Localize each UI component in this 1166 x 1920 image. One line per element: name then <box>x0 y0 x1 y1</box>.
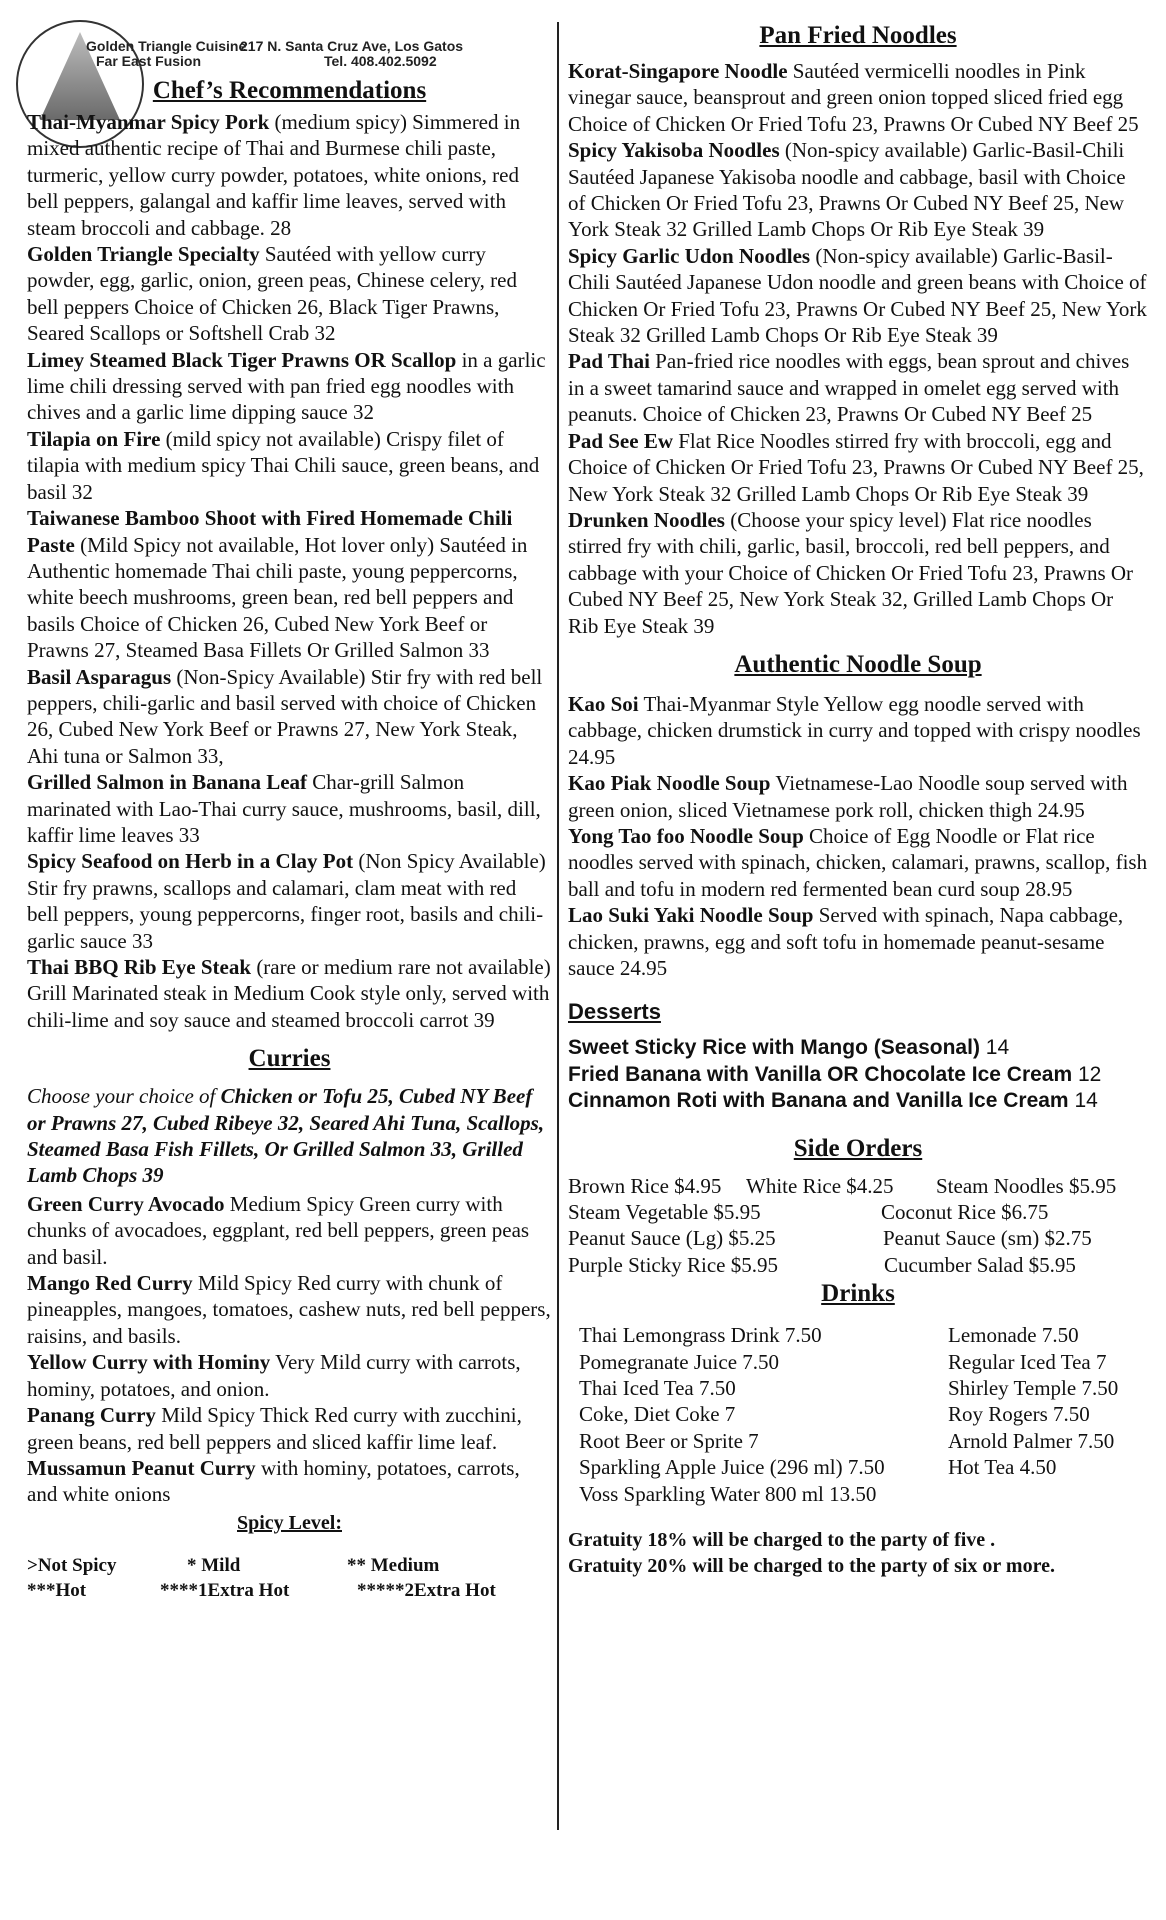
drinks-title: Drinks <box>821 1280 895 1308</box>
chefs-item-name: Thai-Myanmar Spicy Pork <box>27 110 270 134</box>
soup-item-description: Thai-Myanmar Style Yellow egg noodle served with cabbage, chicken drumstick in curry and topped with crispy noodles 24.95 <box>568 691 1141 769</box>
soup-item-description: Choice of Egg Noodle or Flat rice noodles served with spinach, chicken, calamari, prawns, scallop, fish ball and tofu in modern red fermented bean curd soup 28.95 <box>568 823 1148 901</box>
drink-item: Shirley Temple 7.50 <box>948 1376 1119 1401</box>
soup-list <box>568 691 1148 981</box>
right-column <box>568 0 1148 1579</box>
curry-item-description: Mild Spicy Thick Red curry with zucchini, green beans, red bell peppers and sliced kaffir lime leaf. <box>27 1403 522 1454</box>
spicy-level: ** Medium <box>347 1554 440 1576</box>
soup-item <box>568 823 1148 902</box>
noodle-item-name: Spicy Yakisoba Noodles <box>568 138 780 163</box>
gratuity-notes <box>568 1527 1148 1579</box>
drinks-left-list <box>579 1322 948 1507</box>
noodle-item <box>568 348 1148 427</box>
curry-item <box>27 1349 552 1402</box>
chefs-item <box>27 109 552 241</box>
desserts-title: Desserts <box>568 999 661 1025</box>
noodle-item-name: Pad See Ew <box>568 428 673 453</box>
noodle-item <box>568 507 1148 639</box>
drink-item: Lemonade 7.50 <box>948 1323 1079 1348</box>
drink-item: Voss Sparkling Water 800 ml 13.50 <box>579 1481 877 1506</box>
side-item: Cucumber Salad $5.95 <box>884 1252 1076 1277</box>
chefs-item <box>27 241 552 347</box>
curry-item-name: Mango Red Curry <box>27 1271 193 1296</box>
chefs-item-name: Grilled Salmon in Banana Leaf <box>27 770 308 795</box>
drink-item: Hot Tea 4.50 <box>948 1455 1057 1480</box>
column-divider <box>557 22 559 1830</box>
chefs-item <box>27 347 552 426</box>
curry-item <box>27 1270 552 1349</box>
curry-item-description: Medium Spicy Green curry with chunks of avocadoes, eggplant, red bell peppers, green peas and basil. <box>27 1191 530 1269</box>
spicy-level: *****2Extra Hot <box>357 1579 496 1601</box>
side-item: Coconut Rice $6.75 <box>881 1200 1049 1225</box>
dessert-item <box>568 1035 1148 1061</box>
chefs-item-name: Basil Asparagus <box>27 664 172 689</box>
soup-item-name: Lao Suki Yaki Noodle Soup <box>568 903 814 928</box>
restaurant-name: Golden Triangle Cuisine <box>86 38 247 54</box>
drink-item: Regular Iced Tea 7 <box>948 1349 1107 1374</box>
spicy-level: >Not Spicy <box>27 1554 117 1576</box>
drink-item: Thai Iced Tea 7.50 <box>579 1376 736 1401</box>
curry-item-name: Panang Curry <box>27 1403 156 1428</box>
curry-item-name: Mussamun Peanut Curry <box>27 1455 256 1480</box>
drink-item: Arnold Palmer 7.50 <box>948 1428 1115 1453</box>
chefs-item-description: (rare or medium rare not available) Grill Marinated steak in Medium Cook style only, served with chili-lime and soy sauce and steamed broccoli carrot 39 <box>27 955 551 1032</box>
soup-item-description: Vietnamese-Lao Noodle soup served with green onion, sliced Vietnamese pork roll, chicken thigh 24.95 <box>568 771 1128 822</box>
chefs-item-name: Taiwanese Bamboo Shoot with Fired Homemade Chili Paste <box>27 506 513 557</box>
soup-item <box>568 770 1148 823</box>
desserts-list <box>568 1035 1148 1114</box>
noodle-item <box>568 428 1148 507</box>
drink-item: Sparkling Apple Juice (296 ml) 7.50 <box>579 1455 885 1480</box>
curry-item-name: Green Curry Avocado <box>27 1191 225 1216</box>
chefs-item-description: (mild spicy not available) Crispy filet of tilapia with medium spicy Thai Chili sauce, green beans, and basil 32 <box>27 426 540 504</box>
dessert-item <box>568 1088 1148 1114</box>
chefs-item-description: Sautéed with yellow curry powder, egg, garlic, onion, green peas, Chinese celery, red bell peppers Choice of Chicken 26, Black Tiger Prawns, Seared Scallops or Softshell Crab 32 <box>27 242 517 346</box>
noodle-item-description: (Non-spicy available) Garlic-Basil-Chili Sautéed Japanese Yakisoba noodle and cabbage, basil with Choice of Chicken Or Fried Tofu 23, Prawns Or Cubed NY Beef 25, New York Steak 32 Grilled Lamb Chops Or Rib Eye Steak 39 <box>568 138 1126 242</box>
side-item: White Rice $4.25 <box>746 1173 894 1198</box>
dessert-item-name: Cinnamon Roti with Banana and Vanilla Ice Cream <box>568 1089 1069 1113</box>
curries-list <box>27 1191 552 1508</box>
spicy-level-title: Spicy Level: <box>237 1511 342 1534</box>
chefs-item-name: Thai BBQ Rib Eye Steak <box>27 955 252 979</box>
soup-item <box>568 902 1148 981</box>
side-row <box>568 1252 1148 1278</box>
chefs-item <box>27 769 552 848</box>
side-row <box>568 1225 1148 1251</box>
spicy-row-2 <box>27 1578 552 1603</box>
drink-item: Coke, Diet Coke 7 <box>579 1402 736 1427</box>
chefs-item-description: (Non-Spicy Available) Stir fry with red bell peppers, chili-garlic and basil served with choice of Chicken 26, Cubed New York Beef or Prawns 27, New York Steak, Ahi tuna or Salmon 33, <box>27 664 543 768</box>
spicy-row-1 <box>27 1553 552 1578</box>
spicy-level: * Mild <box>187 1554 241 1576</box>
curry-item-description: with hominy, potatoes, carrots, and white onions <box>27 1455 520 1507</box>
drink-item: Roy Rogers 7.50 <box>948 1402 1090 1427</box>
restaurant-tagline: Far East Fusion <box>96 53 202 69</box>
side-orders-title: Side Orders <box>793 1134 923 1162</box>
drink-item: Root Beer or Sprite 7 <box>579 1428 759 1453</box>
left-column <box>27 0 552 1603</box>
dessert-item-description: 12 <box>1072 1062 1102 1086</box>
side-item: Peanut Sauce (Lg) $5.25 <box>568 1226 776 1251</box>
chefs-item <box>27 426 552 505</box>
dessert-item-description: 14 <box>1068 1089 1098 1113</box>
curry-item <box>27 1402 552 1455</box>
noodle-item-description: (Choose your spicy level) Flat rice noodles stirred fry with chili, garlic, basil, broccoli, red bell peppers, and cabbage with your Choice of Chicken Or Fried Tofu 23, Prawns Or Cubed NY Beef 25, New York Steak 32, Grilled Lamb Chops Or Rib Eye Steak 39 <box>568 507 1134 638</box>
dessert-item-description: 14 <box>979 1036 1010 1060</box>
chefs-item <box>27 848 552 954</box>
side-item: Brown Rice $4.95 <box>568 1173 722 1198</box>
chefs-list <box>27 109 552 1033</box>
pan-fried-noodles-title: Pan Fried Noodles <box>759 22 957 49</box>
noodle-item <box>568 58 1148 137</box>
gratuity-note: Gratuity 18% will be charged to the party of five . <box>568 1529 996 1552</box>
noodles-list <box>568 58 1148 639</box>
curry-item-description: Mild Spicy Red curry with chunk of pineapples, mangoes, tomatoes, cashew nuts, red bell peppers, raisins, and basils. <box>27 1271 551 1348</box>
chefs-item <box>27 664 552 770</box>
restaurant-address: 217 N. Santa Cruz Ave, Los Gatos <box>240 38 464 54</box>
curry-item-description: Very Mild curry with carrots, hominy, potatoes, and onion. <box>27 1350 521 1401</box>
noodle-item <box>568 137 1148 243</box>
soup-item <box>568 691 1148 770</box>
chefs-item-name: Tilapia on Fire <box>27 426 161 451</box>
noodle-item <box>568 243 1148 349</box>
noodle-item-description: Flat Rice Noodles stirred fry with broccoli, egg and Choice of Chicken Or Fried Tofu 23, Prawns Or Cubed NY Beef 25, New York Steak 32 Grilled Lamb Chops Or Rib Eye Steak 39 <box>568 428 1144 506</box>
chefs-item-name: Spicy Seafood on Herb in a Clay Pot <box>27 849 354 874</box>
side-item: Purple Sticky Rice $5.95 <box>568 1252 778 1277</box>
spicy-level: ***Hot <box>27 1579 87 1601</box>
noodle-item-description: Pan-fried rice noodles with eggs, bean sprout and chives in a sweet tamarind sauce and wrapped in omelet egg served with peanuts. Choice of Chicken 23, Prawns Or Cubed NY Beef 25 <box>568 349 1130 427</box>
gratuity-note: Gratuity 20% will be charged to the party of six or more. <box>568 1555 1055 1578</box>
side-row <box>568 1199 1148 1225</box>
chefs-item-name: Limey Steamed Black Tiger Prawns OR Scallop <box>27 347 457 372</box>
noodle-soup-title: Authentic Noodle Soup <box>734 650 982 678</box>
drink-item: Pomegranate Juice 7.50 <box>579 1349 780 1374</box>
chefs-item-description: (Mild Spicy not available, Hot lover only) Sautéed in Authentic homemade Thai chili paste, young peppercorns, white beech mushrooms, green bean, red bell peppers and basils Choice of Chicken 26, Cubed New York Beef or Prawns 27, Steamed Basa Fillets Or Grilled Salmon 33 <box>27 532 528 663</box>
soup-item-name: Kao Soi <box>568 691 639 716</box>
noodle-item-description: (Non-spicy available) Garlic-Basil-Chili Sautéed Japanese Udon noodle and green beans with Choice of Chicken Or Fried Tofu 23, Prawns Or Cubed NY Beef 25, New York Steak 32 Grilled Lamb Chops Or Rib Eye Steak 39 <box>568 243 1147 348</box>
chefs-item <box>27 954 552 1033</box>
chefs-item-description: Char-grill Salmon marinated with Lao-Thai curry sauce, mushrooms, basil, dill, kaffir lime leaves 33 <box>27 770 541 847</box>
chefs-item-name: Golden Triangle Specialty <box>27 242 260 267</box>
side-item: Steam Noodles $5.95 <box>936 1173 1117 1198</box>
side-row <box>568 1173 1148 1199</box>
chefs-item-description: (medium spicy) Simmered in mixed authentic recipe of Thai and Burmese chili paste, turmeric, yellow curry powder, potatoes, white onions, red bell peppers, galangal and kaffir lime leaves, served with steam broccoli and cabbage. 28 <box>27 110 521 240</box>
noodle-item-name: Pad Thai <box>568 349 650 374</box>
restaurant-phone: Tel. 408.402.5092 <box>324 53 437 69</box>
noodle-item-description: Sautéed vermicelli noodles in Pink vinegar sauce, beansprout and green onion topped sliced fried egg Choice of Chicken Or Fried Tofu 23, Prawns Or Cubed NY Beef 25 <box>568 59 1139 136</box>
drinks-right-list <box>948 1322 1118 1507</box>
noodle-item-name: Spicy Garlic Udon Noodles <box>568 243 811 268</box>
curries-intro: Choose your choice of Chicken or Tofu 25, Cubed NY Beef or Prawns 27, Cubed Ribeye 32, Seared Ahi Tuna, Scallops, Steamed Basa Fish Fillets, Or Grilled Salmon 33, Grilled Lamb Chops 39 <box>27 1084 545 1188</box>
drink-item: Thai Lemongrass Drink 7.50 <box>579 1323 822 1348</box>
dessert-item-name: Fried Banana with Vanilla OR Chocolate Ice Cream <box>568 1062 1073 1086</box>
dessert-item <box>568 1062 1148 1088</box>
curry-item <box>27 1191 552 1270</box>
soup-item-name: Kao Piak Noodle Soup <box>568 771 771 796</box>
side-item: Steam Vegetable $5.95 <box>568 1200 761 1225</box>
dessert-item-name: Sweet Sticky Rice with Mango (Seasonal) <box>568 1036 980 1060</box>
noodle-item-name: Korat-Singapore Noodle <box>568 59 788 83</box>
soup-item-name: Yong Tao foo Noodle Soup <box>568 823 804 848</box>
soup-item-description: Served with spinach, Napa cabbage, chicken, prawns, egg and soft tofu in homemade peanut-sesame sauce 24.95 <box>568 903 1124 980</box>
curry-item <box>27 1455 552 1508</box>
chefs-item <box>27 505 552 663</box>
noodle-item-name: Drunken Noodles <box>568 507 725 532</box>
curries-title: Curries <box>248 1045 331 1073</box>
chefs-recommendations-title: Chef’s Recommendations <box>152 77 427 104</box>
curry-item-name: Yellow Curry with Hominy <box>27 1350 271 1375</box>
chefs-item-description: in a garlic lime chili dressing served with pan fried egg noodles with chives and a garlic lime dipping sauce 32 <box>27 347 546 425</box>
side-item: Peanut Sauce (sm) $2.75 <box>883 1226 1092 1251</box>
chefs-item-description: (Non Spicy Available) Stir fry prawns, scallops and calamari, clam meat with red bell peppers, young peppercorns, finger root, basils and chili-garlic sauce 33 <box>27 849 546 953</box>
drinks-grid <box>568 1322 1148 1507</box>
spicy-level: ****1Extra Hot <box>160 1579 290 1601</box>
